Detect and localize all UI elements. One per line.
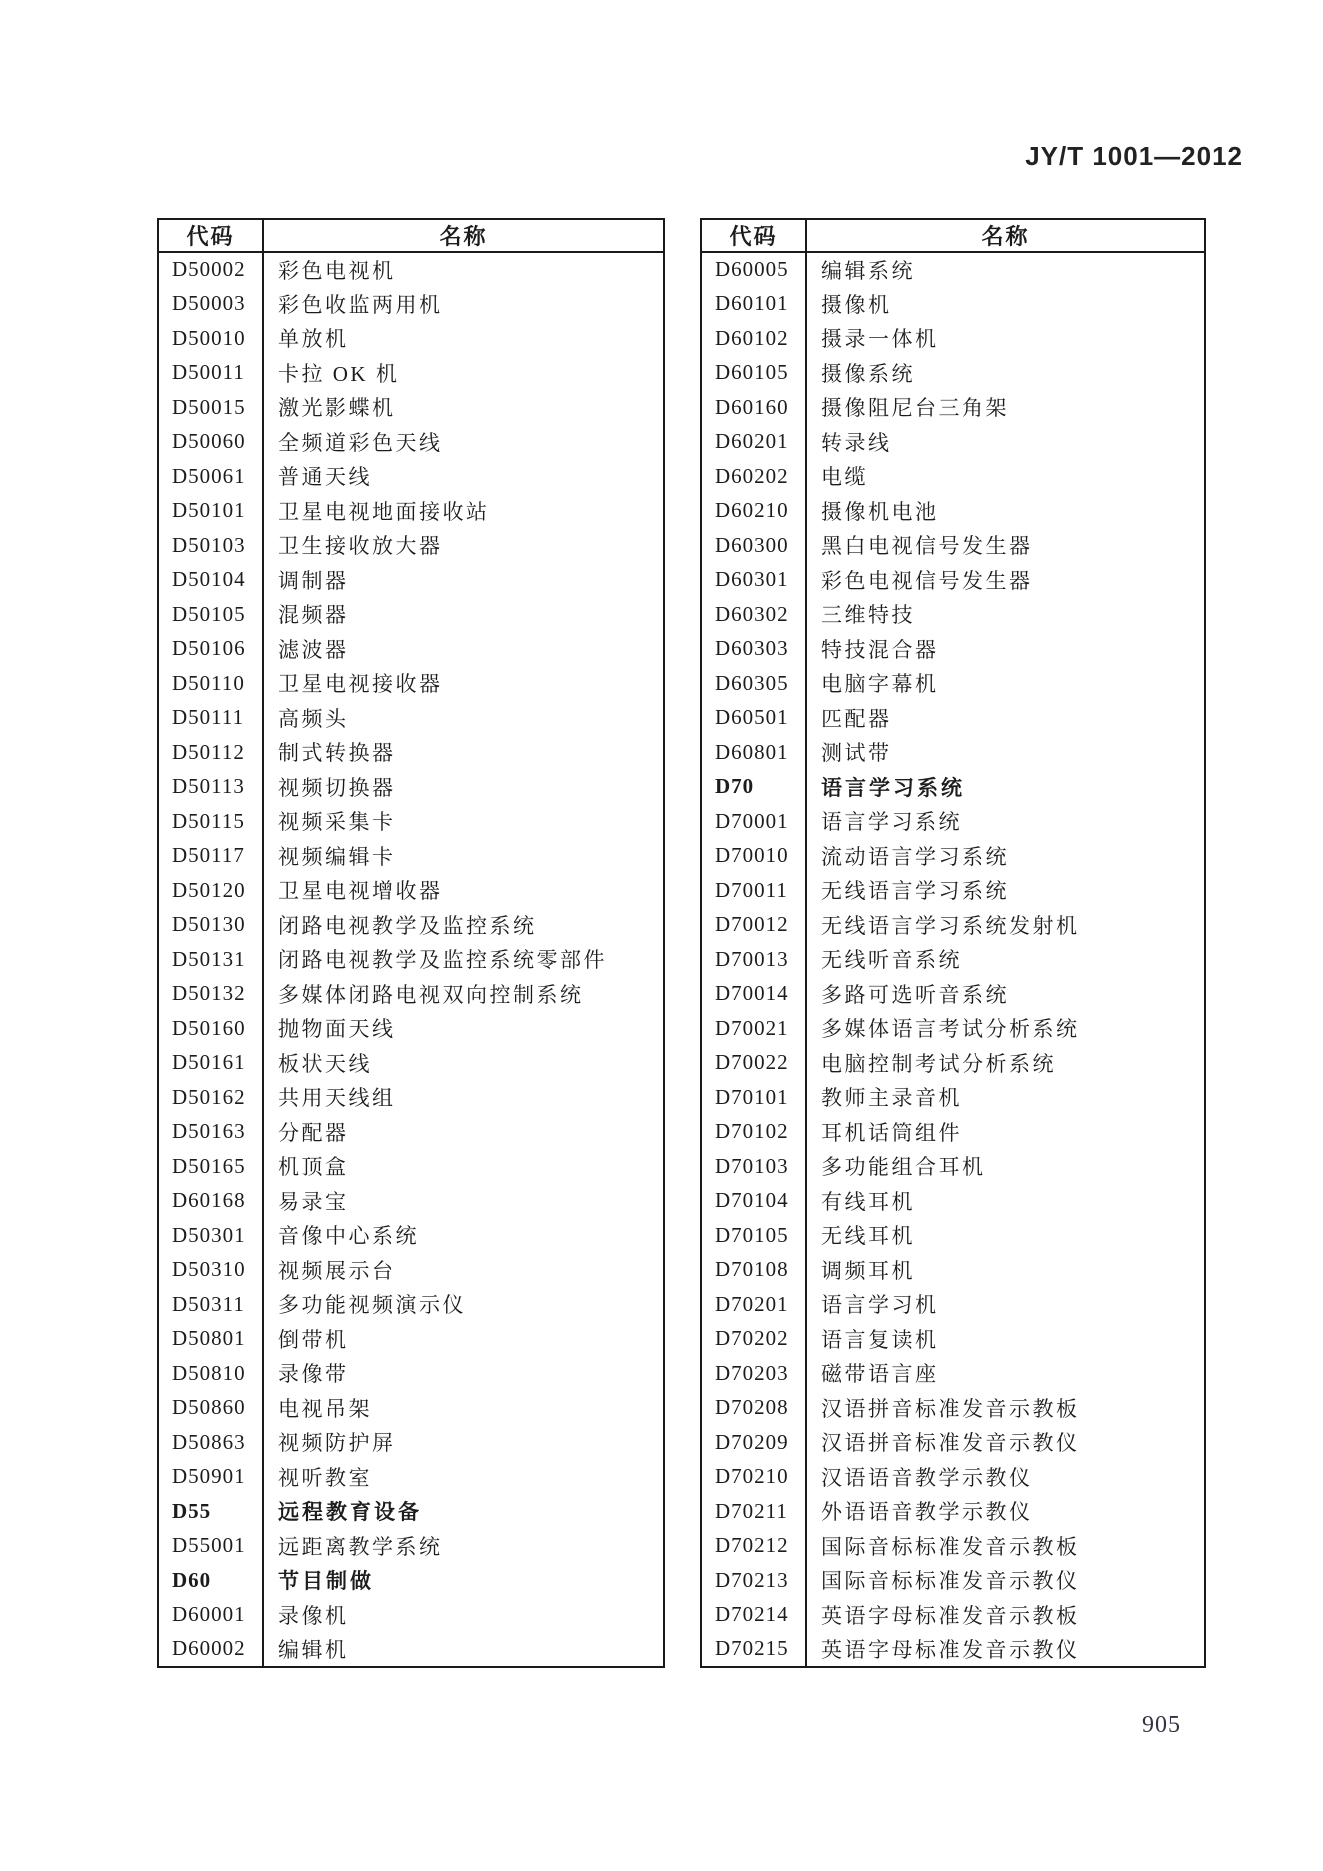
name-cell: 共用天线组 — [278, 1086, 396, 1111]
code-cell: D50163 — [158, 1115, 263, 1150]
table-row — [701, 770, 1205, 805]
table-row — [158, 1080, 664, 1115]
code-cell: D70012 — [701, 908, 806, 943]
name-cell: 混频器 — [278, 603, 349, 628]
table-row — [701, 1149, 1205, 1184]
code-cell: D50810 — [158, 1356, 263, 1391]
name-cell: 闭路电视教学及监控系统 — [278, 913, 537, 938]
table-row — [701, 356, 1205, 391]
code-cell: D50103 — [158, 528, 263, 563]
code-cell: D50863 — [158, 1425, 263, 1460]
name-cell: 闭路电视教学及监控系统零部件 — [278, 948, 607, 973]
code-cell: D50161 — [158, 1046, 263, 1081]
code-cell: D50860 — [158, 1391, 263, 1426]
code-cell: D60 — [158, 1563, 263, 1598]
code-cell: D50060 — [158, 425, 263, 460]
name-cell: 汉语语音教学示教仪 — [821, 1465, 1033, 1490]
code-cell: D50002 — [158, 252, 263, 287]
code-cell: D70010 — [701, 839, 806, 874]
name-cell: 倒带机 — [278, 1327, 349, 1352]
table-row — [701, 1425, 1205, 1460]
code-cell: D55001 — [158, 1529, 263, 1564]
name-cell: 摄像系统 — [821, 361, 915, 386]
name-cell: 视频切换器 — [278, 775, 396, 800]
code-cell: D70101 — [701, 1080, 806, 1115]
table-row — [158, 1149, 664, 1184]
table-row — [158, 1218, 664, 1253]
table-row — [701, 425, 1205, 460]
code-cell: D50162 — [158, 1080, 263, 1115]
table-row — [158, 528, 664, 563]
name-cell: 编辑机 — [278, 1637, 349, 1662]
code-cell: D70001 — [701, 804, 806, 839]
name-cell: 卫星电视增收器 — [278, 879, 443, 904]
name-cell: 彩色电视机 — [278, 258, 396, 283]
code-cell: D70209 — [701, 1425, 806, 1460]
name-cell: 卫星电视接收器 — [278, 672, 443, 697]
name-cell: 视频防护屏 — [278, 1431, 396, 1456]
name-cell: 匹配器 — [821, 706, 892, 731]
name-cell: 流动语言学习系统 — [821, 844, 1009, 869]
table-row — [158, 632, 664, 667]
table-row — [701, 1287, 1205, 1322]
page-number: 905 — [1142, 1712, 1181, 1738]
name-cell: 滤波器 — [278, 637, 349, 662]
table-row — [158, 1391, 664, 1426]
table-row — [701, 735, 1205, 770]
table-row — [701, 494, 1205, 529]
code-cell: D60168 — [158, 1184, 263, 1219]
name-cell: 卫生接收放大器 — [278, 534, 443, 559]
name-cell: 无线耳机 — [821, 1224, 915, 1249]
column-header-code: 代码 — [158, 219, 263, 252]
code-cell: D50112 — [158, 735, 263, 770]
code-cell: D50132 — [158, 977, 263, 1012]
table-row — [701, 528, 1205, 563]
code-cell: D60501 — [701, 701, 806, 736]
code-cell: D50105 — [158, 597, 263, 632]
code-cell: D60102 — [701, 321, 806, 356]
code-cell: D50106 — [158, 632, 263, 667]
name-cell: 摄像机 — [821, 292, 892, 317]
name-cell: 多功能组合耳机 — [821, 1155, 986, 1180]
table-row — [158, 839, 664, 874]
name-cell: 语言学习系统 — [821, 810, 962, 835]
name-cell: 无线听音系统 — [821, 948, 962, 973]
code-cell: D70013 — [701, 942, 806, 977]
table-row — [158, 597, 664, 632]
column-header-name: 名称 — [263, 219, 664, 252]
table-row — [158, 804, 664, 839]
name-cell: 远程教育设备 — [278, 1501, 422, 1525]
table-body-left — [158, 252, 664, 1667]
table-row — [158, 908, 664, 943]
table-row — [158, 494, 664, 529]
name-cell: 彩色收监两用机 — [278, 292, 443, 317]
name-cell: 无线语言学习系统 — [821, 879, 1009, 904]
table-row — [158, 735, 664, 770]
table-row — [158, 873, 664, 908]
name-cell: 分配器 — [278, 1120, 349, 1145]
code-cell: D50311 — [158, 1287, 263, 1322]
name-cell: 节目制做 — [278, 1570, 374, 1594]
table-row — [701, 1115, 1205, 1150]
table-row — [701, 563, 1205, 598]
table-row — [701, 597, 1205, 632]
code-cell: D70014 — [701, 977, 806, 1012]
table-row — [701, 1080, 1205, 1115]
code-cell: D70105 — [701, 1218, 806, 1253]
name-cell: 黑白电视信号发生器 — [821, 534, 1033, 559]
name-cell: 三维特技 — [821, 603, 915, 628]
name-cell: 多媒体闭路电视双向控制系统 — [278, 982, 584, 1007]
table-row — [701, 942, 1205, 977]
table-row — [158, 1287, 664, 1322]
name-cell: 卫星电视地面接收站 — [278, 499, 490, 524]
name-cell: 调频耳机 — [821, 1258, 915, 1283]
table-row — [701, 977, 1205, 1012]
table-row — [701, 666, 1205, 701]
table-row — [701, 839, 1205, 874]
name-cell: 测试带 — [821, 741, 892, 766]
name-cell: 磁带语言座 — [821, 1362, 939, 1387]
table-row — [701, 321, 1205, 356]
code-cell: D60101 — [701, 287, 806, 322]
code-cell: D50131 — [158, 942, 263, 977]
name-cell: 视频编辑卡 — [278, 844, 396, 869]
name-cell: 语言学习系统 — [821, 776, 965, 800]
code-cell: D50117 — [158, 839, 263, 874]
table-row — [158, 1011, 664, 1046]
code-cell: D70 — [701, 770, 806, 805]
name-cell: 有线耳机 — [821, 1189, 915, 1214]
table-row — [158, 1115, 664, 1150]
standard-number-header: JY/T 1001—2012 — [1025, 141, 1243, 171]
table-row — [158, 459, 664, 494]
code-cell: D60303 — [701, 632, 806, 667]
table-row — [158, 1598, 664, 1633]
code-cell: D50011 — [158, 356, 263, 391]
code-cell: D70211 — [701, 1494, 806, 1529]
table-row — [701, 459, 1205, 494]
table-row — [701, 1046, 1205, 1081]
code-cell: D50015 — [158, 390, 263, 425]
code-cell: D60005 — [701, 252, 806, 287]
name-cell: 多媒体语言考试分析系统 — [821, 1017, 1080, 1042]
code-cell: D50115 — [158, 804, 263, 839]
name-cell: 高频头 — [278, 706, 349, 731]
name-cell: 汉语拼音标准发音示教板 — [821, 1396, 1080, 1421]
code-cell: D60202 — [701, 459, 806, 494]
name-cell: 教师主录音机 — [821, 1086, 962, 1111]
name-cell: 激光影蝶机 — [278, 396, 396, 421]
name-cell: 视频采集卡 — [278, 810, 396, 835]
table-row — [701, 701, 1205, 736]
code-cell: D60210 — [701, 494, 806, 529]
code-cell: D70213 — [701, 1563, 806, 1598]
table-row — [158, 1460, 664, 1495]
code-cell: D70022 — [701, 1046, 806, 1081]
name-cell: 普通天线 — [278, 465, 372, 490]
name-cell: 电视吊架 — [278, 1396, 372, 1421]
name-cell: 电缆 — [821, 465, 868, 490]
table-row — [701, 1563, 1205, 1598]
code-cell: D70214 — [701, 1598, 806, 1633]
table-row — [701, 1253, 1205, 1288]
name-cell: 录像机 — [278, 1603, 349, 1628]
name-cell: 易录宝 — [278, 1189, 349, 1214]
name-cell: 彩色电视信号发生器 — [821, 568, 1033, 593]
name-cell: 调制器 — [278, 568, 349, 593]
code-cell: D50165 — [158, 1149, 263, 1184]
name-cell: 抛物面天线 — [278, 1017, 396, 1042]
table-row — [701, 1529, 1205, 1564]
name-cell: 全频道彩色天线 — [278, 430, 443, 455]
code-cell: D50130 — [158, 908, 263, 943]
name-cell: 录像带 — [278, 1362, 349, 1387]
code-cell: D50110 — [158, 666, 263, 701]
code-cell: D70104 — [701, 1184, 806, 1219]
table-row — [158, 1253, 664, 1288]
code-cell: D50061 — [158, 459, 263, 494]
code-cell: D60201 — [701, 425, 806, 460]
table-row — [158, 287, 664, 322]
name-cell: 板状天线 — [278, 1051, 372, 1076]
name-cell: 电脑字幕机 — [821, 672, 939, 697]
table-row — [701, 1460, 1205, 1495]
code-cell: D60160 — [701, 390, 806, 425]
table-row — [701, 1322, 1205, 1357]
name-cell: 机顶盒 — [278, 1155, 349, 1180]
table-row — [158, 1529, 664, 1564]
name-cell: 语言复读机 — [821, 1327, 939, 1352]
code-cell: D70212 — [701, 1529, 806, 1564]
table-row — [701, 908, 1205, 943]
name-cell: 英语字母标准发音示教板 — [821, 1603, 1080, 1628]
name-cell: 摄录一体机 — [821, 327, 939, 352]
table-row — [701, 804, 1205, 839]
code-cell: D50120 — [158, 873, 263, 908]
name-cell: 摄像阻尼台三角架 — [821, 396, 1009, 421]
table-row — [701, 632, 1205, 667]
table-row — [158, 252, 664, 287]
table-row — [158, 977, 664, 1012]
column-header-code: 代码 — [701, 219, 806, 252]
table-row — [158, 425, 664, 460]
code-cell: D50160 — [158, 1011, 263, 1046]
table-row — [701, 1011, 1205, 1046]
name-cell: 编辑系统 — [821, 258, 915, 283]
name-cell: 无线语言学习系统发射机 — [821, 913, 1080, 938]
table-row — [701, 1391, 1205, 1426]
name-cell: 语言学习机 — [821, 1293, 939, 1318]
code-cell: D70215 — [701, 1632, 806, 1667]
name-cell: 特技混合器 — [821, 637, 939, 662]
name-cell: 音像中心系统 — [278, 1224, 419, 1249]
table-row — [701, 873, 1205, 908]
table-row — [158, 942, 664, 977]
table-row — [158, 1184, 664, 1219]
table-row — [701, 1218, 1205, 1253]
name-cell: 电脑控制考试分析系统 — [821, 1051, 1056, 1076]
name-cell: 英语字母标准发音示教仪 — [821, 1637, 1080, 1662]
code-cell: D50104 — [158, 563, 263, 598]
name-cell: 多功能视频演示仪 — [278, 1293, 466, 1318]
table-row — [701, 1356, 1205, 1391]
code-cell: D70208 — [701, 1391, 806, 1426]
table-row — [158, 321, 664, 356]
name-cell: 耳机话筒组件 — [821, 1120, 962, 1145]
code-cell: D70202 — [701, 1322, 806, 1357]
table-row — [158, 390, 664, 425]
code-table-right — [700, 218, 1206, 1668]
code-cell: D60001 — [158, 1598, 263, 1633]
name-cell: 转录线 — [821, 430, 892, 455]
table-row — [158, 1356, 664, 1391]
column-header-name: 名称 — [806, 219, 1205, 252]
code-cell: D60300 — [701, 528, 806, 563]
code-cell: D50901 — [158, 1460, 263, 1495]
code-table-left — [157, 218, 665, 1668]
table-row — [701, 1184, 1205, 1219]
table-row — [701, 1598, 1205, 1633]
code-cell: D55 — [158, 1494, 263, 1529]
table-header — [701, 219, 1205, 252]
name-cell: 外语语音教学示教仪 — [821, 1500, 1033, 1525]
code-cell: D60301 — [701, 563, 806, 598]
code-cell: D50101 — [158, 494, 263, 529]
table-body-right — [701, 252, 1205, 1667]
code-cell: D50801 — [158, 1322, 263, 1357]
code-cell: D60801 — [701, 735, 806, 770]
code-cell: D60305 — [701, 666, 806, 701]
code-cell: D50113 — [158, 770, 263, 805]
code-cell: D50010 — [158, 321, 263, 356]
code-cell: D60002 — [158, 1632, 263, 1667]
table-row — [701, 1632, 1205, 1667]
code-cell: D50301 — [158, 1218, 263, 1253]
code-cell: D70203 — [701, 1356, 806, 1391]
code-cell: D70108 — [701, 1253, 806, 1288]
table-row — [158, 1632, 664, 1667]
table-row — [701, 287, 1205, 322]
name-cell: 卡拉 OK 机 — [278, 361, 400, 386]
name-cell: 汉语拼音标准发音示教仪 — [821, 1431, 1080, 1456]
table-row — [158, 1563, 664, 1598]
table-row — [158, 1046, 664, 1081]
name-cell: 远距离教学系统 — [278, 1534, 443, 1559]
name-cell: 视频展示台 — [278, 1258, 396, 1283]
table-header — [158, 219, 664, 252]
name-cell: 国际音标标准发音示教板 — [821, 1534, 1080, 1559]
table-row — [158, 701, 664, 736]
code-cell: D70102 — [701, 1115, 806, 1150]
table-row — [158, 356, 664, 391]
table-row — [701, 390, 1205, 425]
table-row — [701, 252, 1205, 287]
name-cell: 多路可选听音系统 — [821, 982, 1009, 1007]
name-cell: 国际音标标准发音示教仪 — [821, 1569, 1080, 1594]
code-cell: D70011 — [701, 873, 806, 908]
code-cell: D60302 — [701, 597, 806, 632]
table-row — [701, 1494, 1205, 1529]
code-cell: D50111 — [158, 701, 263, 736]
name-cell: 单放机 — [278, 327, 349, 352]
table-row — [158, 1494, 664, 1529]
code-cell: D60105 — [701, 356, 806, 391]
table-row — [158, 666, 664, 701]
code-cell: D70210 — [701, 1460, 806, 1495]
name-cell: 视听教室 — [278, 1465, 372, 1490]
name-cell: 摄像机电池 — [821, 499, 939, 524]
table-row — [158, 1322, 664, 1357]
table-row — [158, 1425, 664, 1460]
table-row — [158, 770, 664, 805]
name-cell: 制式转换器 — [278, 741, 396, 766]
table-row — [158, 563, 664, 598]
code-cell: D70103 — [701, 1149, 806, 1184]
code-cell: D50003 — [158, 287, 263, 322]
code-cell: D70021 — [701, 1011, 806, 1046]
code-cell: D70201 — [701, 1287, 806, 1322]
code-cell: D50310 — [158, 1253, 263, 1288]
